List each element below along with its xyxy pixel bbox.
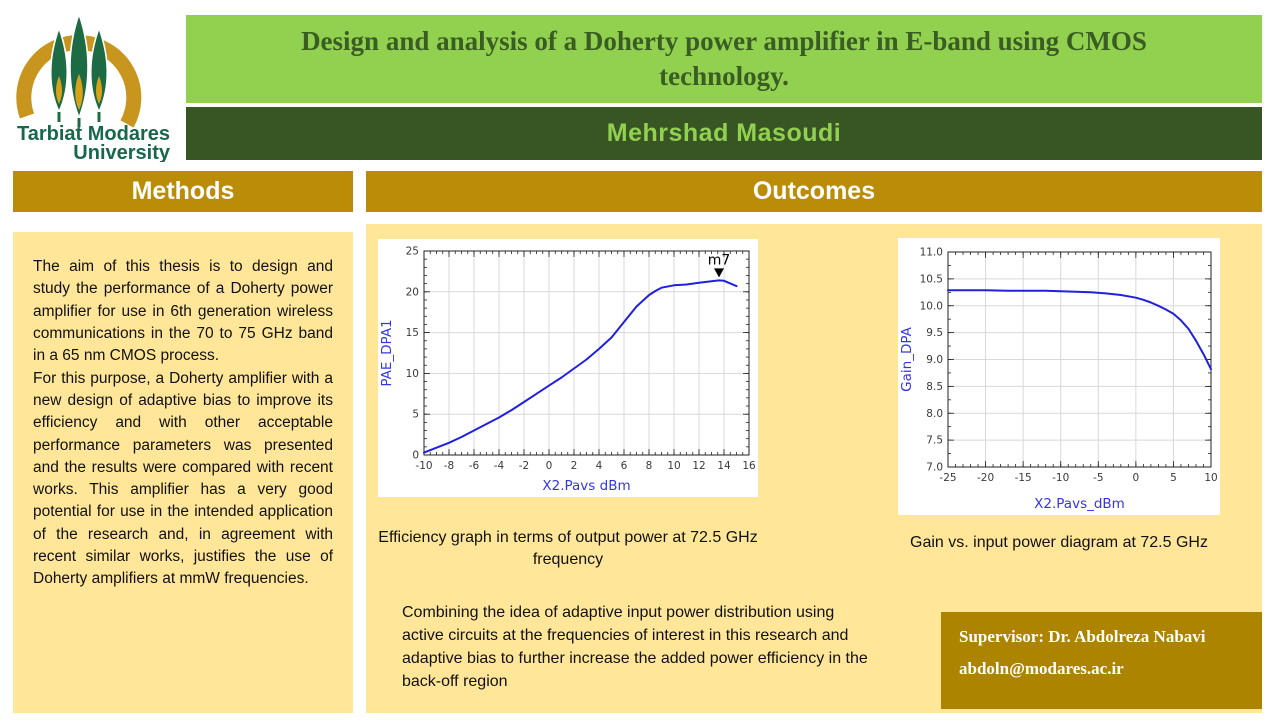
svg-text:9.0: 9.0: [926, 354, 943, 366]
svg-text:-25: -25: [939, 472, 957, 484]
svg-text:8.5: 8.5: [926, 380, 943, 393]
university-logo: [0, 0, 186, 166]
svg-text:16: 16: [742, 460, 756, 472]
svg-text:-15: -15: [1014, 472, 1032, 484]
svg-text:12: 12: [692, 460, 706, 472]
svg-text:10: 10: [667, 460, 681, 472]
svg-text:10: 10: [1204, 472, 1218, 484]
svg-text:9.5: 9.5: [926, 327, 943, 340]
svg-text:10.0: 10.0: [919, 300, 943, 313]
gain-chart-caption: Gain vs. input power diagram at 72.5 GHz: [910, 534, 1208, 551]
university-logo-graphic: [0, 0, 178, 162]
outcomes-panel: [366, 224, 1262, 713]
logo-text-line2: University: [73, 142, 170, 162]
svg-text:14: 14: [717, 460, 731, 472]
svg-text:6: 6: [620, 460, 628, 472]
svg-text:10.5: 10.5: [919, 273, 943, 286]
supervisor-name: Supervisor: Dr. Abdolreza Nabavi: [959, 627, 1206, 646]
svg-text:-6: -6: [468, 460, 480, 472]
svg-text:PAE_DPA1: PAE_DPA1: [379, 319, 395, 387]
gain-chart: [898, 238, 1220, 515]
pae-chart-caption: Efficiency graph in terms of output power at 72.5 GHz frequency: [378, 529, 758, 569]
svg-text:-10: -10: [415, 460, 433, 472]
svg-text:25: 25: [405, 245, 419, 258]
supervisor-email: abdoln@modares.ac.ir: [959, 659, 1124, 678]
svg-text:0: 0: [412, 449, 419, 462]
svg-text:5: 5: [412, 408, 419, 421]
svg-text:Gain_DPA: Gain_DPA: [899, 327, 915, 392]
svg-text:5: 5: [1170, 472, 1177, 484]
svg-text:0: 0: [1132, 472, 1140, 484]
svg-text:2: 2: [570, 460, 578, 472]
svg-text:-2: -2: [518, 460, 530, 472]
outcomes-section-header: [366, 171, 1262, 212]
author-bar: [186, 107, 1262, 160]
svg-text:-8: -8: [443, 460, 455, 472]
supervisor-box: [941, 612, 1262, 709]
pae-chart: [378, 239, 758, 497]
author-name: Mehrshad Masoudi: [606, 119, 842, 147]
svg-text:8: 8: [645, 460, 653, 472]
poster-title-bar: [186, 15, 1262, 103]
svg-text:7.5: 7.5: [926, 434, 943, 447]
svg-text:m7: m7: [707, 252, 731, 269]
svg-text:8.0: 8.0: [926, 407, 943, 420]
svg-text:X2.Pavs dBm: X2.Pavs dBm: [542, 478, 631, 494]
svg-text:4: 4: [595, 460, 603, 472]
svg-text:20: 20: [405, 286, 419, 299]
svg-text:X2.Pavs_dBm: X2.Pavs_dBm: [1034, 496, 1125, 512]
svg-text:0: 0: [545, 460, 553, 472]
methods-panel: [13, 232, 353, 713]
svg-text:-20: -20: [976, 472, 995, 484]
svg-text:-10: -10: [1052, 472, 1070, 484]
svg-text:10: 10: [405, 367, 419, 380]
svg-text:7.0: 7.0: [926, 461, 943, 474]
methods-paragraph-2: For this purpose, a Doherty amplifier with a new design of adaptive bias to improve its efficiency and with other acceptable performance parameters was presented and the results were compared with recent works. This amplifier has a very good potential for use in the intended application of the research and, in agreement with recent similar works, justifies the use of Doherty amplifiers at mmW frequencies.: [33, 369, 333, 588]
svg-text:-5: -5: [1093, 472, 1104, 484]
methods-paragraph-1: The aim of this thesis is to design and study the performance of a Doherty power amplifier for use in 6th generation wireless communications in the 70 to 75 GHz band in a 65 nm CMOS process.: [33, 258, 333, 365]
outcomes-heading: Outcomes: [752, 177, 876, 205]
outcomes-note: Combining the idea of adaptive input power distribution using active circuits at the frequencies of interest in this research and adaptive bias to further increase the added power efficiency in the back-off region: [402, 604, 868, 690]
poster-title: Design and analysis of a Doherty power amplifier in E-band using CMOS technology.: [301, 25, 1147, 91]
logo-text-line1: Tarbiat Modares: [17, 123, 170, 145]
svg-text:11.0: 11.0: [919, 246, 943, 259]
methods-heading: Methods: [131, 177, 235, 205]
svg-text:15: 15: [405, 327, 419, 340]
svg-text:-4: -4: [493, 460, 505, 472]
methods-section-header: [13, 171, 353, 212]
